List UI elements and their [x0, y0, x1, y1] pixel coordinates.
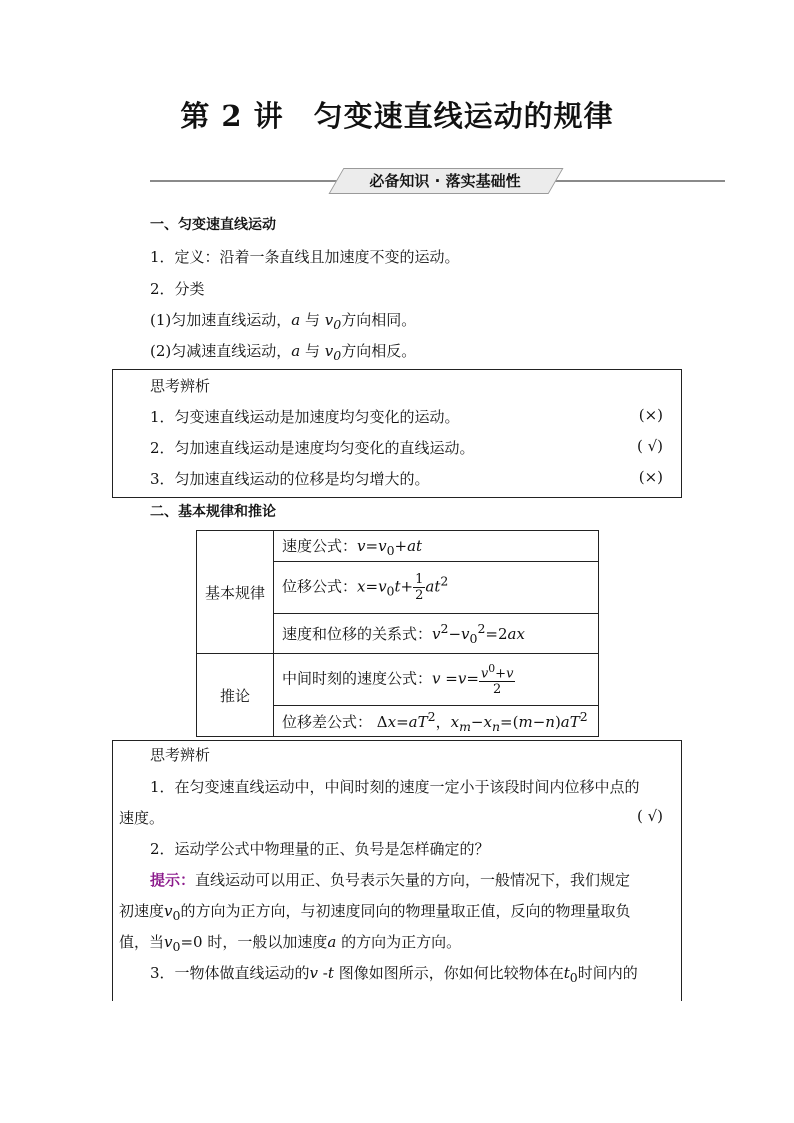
formula-table — [196, 530, 599, 737]
think-1-item-3: 3．匀加速直线运动的位移是均匀增大的。 — [150, 470, 430, 488]
displacement-difference-formula: 位移差公式： $\Delta x=aT^2$，$x_m-x_n=(m-n)aT^2$ — [274, 706, 599, 737]
category-corollaries: 推论 — [197, 654, 274, 737]
think-box-1-title: 思考辨析 — [150, 377, 211, 395]
symbol-a: a — [327, 933, 342, 951]
hint-line-3: 值，当$v_0=0$ 时，一般以加速度a 的方向为正方向。 — [119, 933, 462, 954]
think-box-1 — [112, 369, 682, 498]
hint-label: 提示： — [150, 871, 196, 889]
velocity-displacement-label: 速度和位移的关系式： — [282, 625, 433, 643]
mid-time-velocity-label: 中间时刻的速度公式： — [282, 669, 433, 688]
displacement-formula-label: 位移公式： — [282, 577, 358, 596]
class-1-rest: 方向相同。 — [341, 311, 417, 329]
velocity-formula: 速度公式：$v=v_0+at$ — [274, 531, 599, 562]
hint-line-2: 初速度$v_0$的方向为正方向，与初速度同向的物理量取正值，反向的物理量取负 — [119, 902, 631, 923]
think-box-2 — [112, 740, 682, 1001]
class-2-text: (2)匀减速直线运动， — [150, 342, 292, 360]
class-1-line — [150, 309, 416, 332]
symbol-v0: v — [164, 902, 173, 920]
velocity-displacement-formula: 速度和位移的关系式：$v^2-v_0^2=2ax$ — [274, 614, 599, 654]
category-basic-laws: 基本规律 — [197, 531, 274, 654]
symbol-v0: $v_0$ — [319, 342, 342, 363]
think-2-q2: 2．运动学公式中物理量的正、负号是怎样确定的？ — [150, 840, 490, 858]
think-box-2-title: 思考辨析 — [150, 746, 211, 764]
hint-text-1: 直线运动可以用正、负号表示矢量的方向，一般情况下，我们规定 — [195, 871, 631, 889]
think-1-mark-3: (×) — [638, 468, 663, 486]
banner-left-rule — [150, 180, 340, 182]
think-1-mark-2: ( √) — [636, 437, 663, 455]
think-2-q3: 3．一物体做直线运动的v -t 图像如图所示，你如何比较物体在$t_0$时间内的 — [150, 964, 638, 985]
think-1-item-1: 1．匀变速直线运动是加速度均匀变化的运动。 — [150, 408, 460, 426]
classification-line: 2．分类 — [150, 280, 205, 298]
think-1-mark-1: (×) — [638, 406, 663, 424]
banner-label: 必备知识 · 落实基础性 — [369, 172, 521, 190]
class-2-and: 与 — [304, 342, 320, 360]
symbol-a: a — [291, 311, 305, 329]
class-1-and: 与 — [304, 311, 320, 329]
velocity-formula-expr: v — [357, 536, 366, 555]
symbol-v0: v — [164, 933, 173, 951]
section-banner — [150, 168, 725, 194]
section-2-heading: 二、基本规律和推论 — [150, 504, 276, 520]
displacement-formula: 位移公式：$x=v_0t+$ $\frac{1}{2}$ $at^2$ — [274, 562, 599, 614]
symbol-vt: v — [309, 964, 319, 982]
table-row — [197, 654, 599, 706]
think-1-item-2: 2．匀加速直线运动是速度均匀变化的直线运动。 — [150, 439, 475, 457]
definition-line: 1．定义：沿着一条直线且加速度不变的运动。 — [150, 248, 460, 266]
class-2-rest: 方向相反。 — [341, 342, 417, 360]
displacement-difference-label: 位移差公式： — [282, 712, 373, 731]
think-2-q1-line-2: 速度。 — [119, 809, 165, 827]
symbol-v0: $v_0$ — [319, 311, 342, 332]
page-title: 第 2 讲 匀变速直线运动的规律 — [180, 99, 614, 133]
table-row — [197, 531, 599, 562]
velocity-formula-label: 速度公式： — [282, 536, 358, 555]
symbol-a: a — [291, 342, 305, 360]
think-2-q1-line-1: 1．在匀变速直线运动中，中间时刻的速度一定小于该段时间内位移中点的 — [150, 778, 640, 796]
fraction-mid-velocity: $\frac{v^0+v}{2}$ — [480, 661, 514, 698]
think-2-q1-mark: ( √) — [636, 807, 663, 825]
section-1-heading: 一、匀变速直线运动 — [150, 217, 276, 233]
hint-line-1 — [150, 869, 630, 890]
symbol-t0: t — [563, 964, 570, 982]
fraction-half: $\frac{1}{2}$ — [415, 572, 424, 603]
banner-right-rule — [550, 180, 725, 182]
class-2-line — [150, 340, 416, 363]
mid-time-velocity-formula: 中间时刻的速度公式：v =v= $\frac{v^0+v}{2}$ — [274, 654, 599, 706]
class-1-text: (1)匀加速直线运动， — [150, 311, 292, 329]
